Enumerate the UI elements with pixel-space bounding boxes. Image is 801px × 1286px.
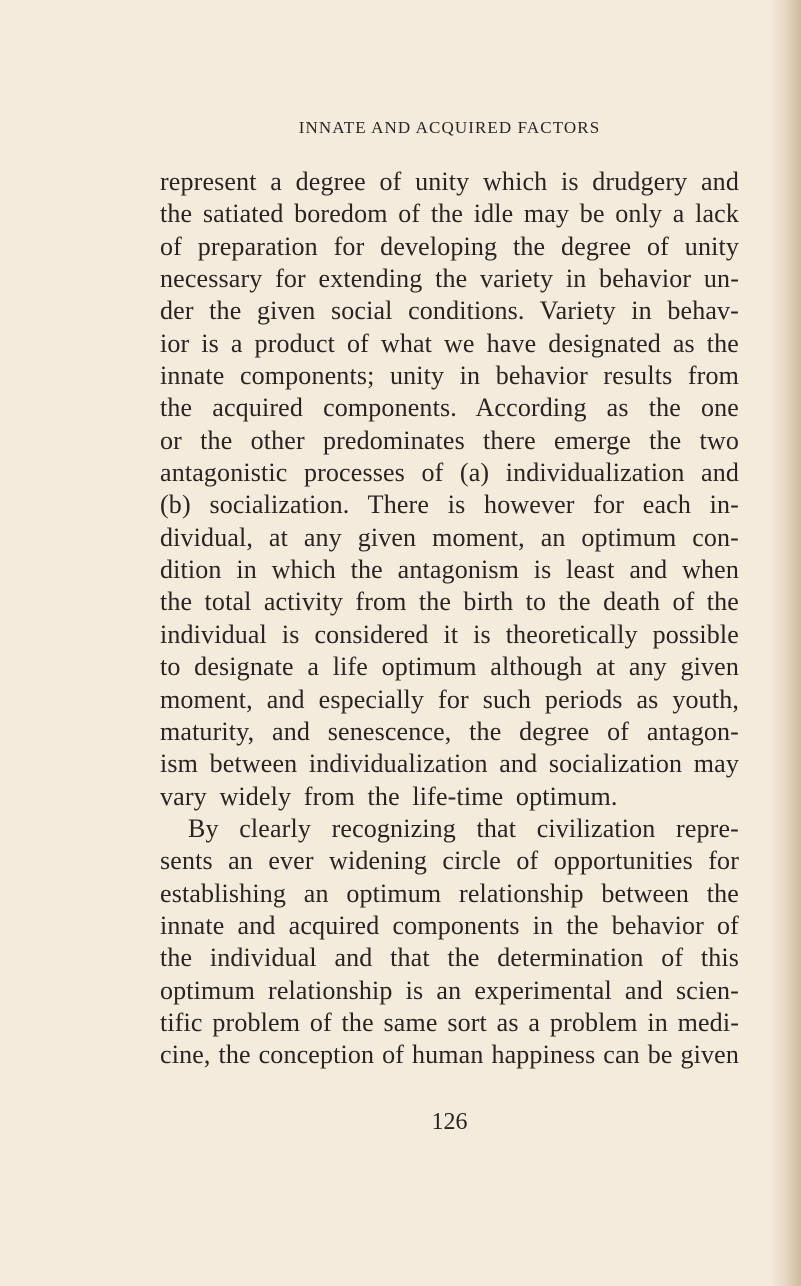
text-line: the acquired components. According as the one <box>160 393 739 423</box>
text-line: optimum relationship is an experimental and scien- <box>160 975 739 1005</box>
paragraph-first-line: By clearly recognizing that civilization repre- <box>188 813 739 843</box>
text-line: necessary for extending the variety in behavior un- <box>160 264 739 294</box>
text-line: the individual and that the determination of this <box>160 943 739 973</box>
text-line: the total activity from the birth to the death of the <box>160 587 739 617</box>
page-number: 126 <box>431 1109 468 1135</box>
text-line: sents an ever widening circle of opportunities for <box>160 846 739 876</box>
text-line: to designate a life optimum although at any given <box>160 652 739 682</box>
text-line: establishing an optimum relationship between the <box>160 878 739 908</box>
text-line: maturity, and senescence, the degree of antagon- <box>160 716 739 746</box>
text-line: individual is considered it is theoretically possible <box>160 619 739 649</box>
text-line: innate and acquired components in the behavior of <box>160 910 739 940</box>
text-line: innate components; unity in behavior results from <box>160 361 739 391</box>
text-line: der the given social conditions. Variety in behav- <box>160 296 739 326</box>
text-line: ism between individualization and socialization may <box>160 749 739 779</box>
text-line: antagonistic processes of (a) individualization and <box>160 458 739 488</box>
text-line: ior is a product of what we have designated as the <box>160 328 739 358</box>
text-line: dividual, at any given moment, an optimum con- <box>160 522 739 552</box>
text-line: moment, and especially for such periods as youth, <box>160 684 739 714</box>
text-line: tific problem of the same sort as a problem in medi- <box>160 1007 739 1037</box>
text-line: cine, the conception of human happiness can be given <box>160 1040 739 1070</box>
text-line: the satiated boredom of the idle may be only a lack <box>160 199 739 229</box>
paragraph-last-line: vary widely from the life-time optimum. <box>160 781 618 811</box>
running-head: INNATE AND ACQUIRED FACTORS <box>298 118 601 137</box>
body-text <box>160 166 739 1072</box>
text-line: of preparation for developing the degree of unity <box>160 231 739 261</box>
text-line: represent a degree of unity which is drudgery and <box>160 167 739 196</box>
text-line: or the other predominates there emerge the two <box>160 425 739 455</box>
text-line: dition in which the antagonism is least and when <box>160 555 739 585</box>
text-line: (b) socialization. There is however for each in- <box>160 490 739 520</box>
